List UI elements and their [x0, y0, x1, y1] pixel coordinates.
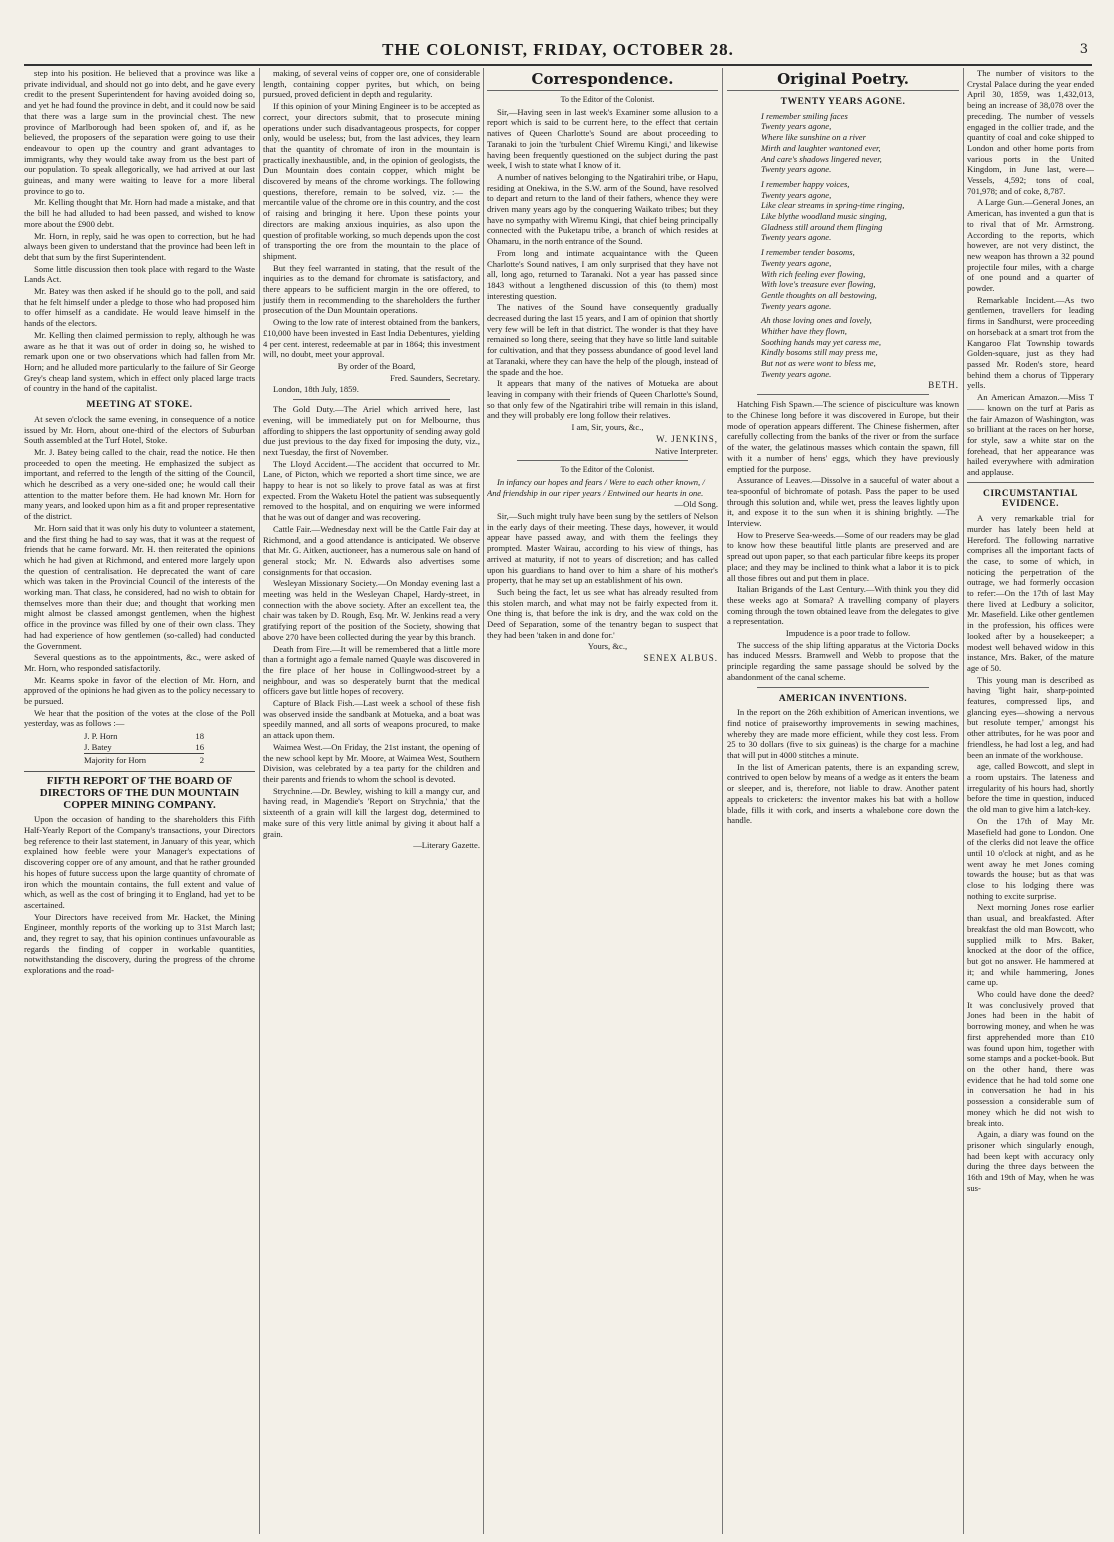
article-paragraph: This young man is described as having 'light hair, sharp-pointed features, compressed lips, and glancing eyes—showing a nervous but resolute temper,' amongst his other attributes, for he was poor and friendless, he had lost a leg, and had been an inmate of the workhouse.: [967, 674, 1094, 760]
divider: [757, 687, 929, 688]
article-paragraph: If this opinion of your Mining Engineer is to be accepted as correct, your directors submit, that to prosecute mining operations under such disadvantageous prospects, for copper only, would be useless; but, from the last advices, they learn that the quantity of chromate of iron in the mountain is practically inexhaustible, and, in the opinion of geologists, the Dun Mountain does contain copper, which might be discovered by means of the chrome workings. The following questions, therefore, remain to be solved, viz. :— the mercantile value of the chrome ore in this country, and the cost of raising and bringing it here. Upon these points your directors are making anxious inquiries, as also upon the question of profitable working, so much depends upon the cost of transporting the ore from the mountain to the place of shipment.: [263, 101, 480, 261]
news-item: An American Amazon.—Miss T—— known on the turf at Paris as the fair Amazon of Washington, was so brilliant at the races on her horse, for style, saw a white star on the forehead, that her appearance was hailed everywhere with admiration and applause.: [967, 392, 1094, 478]
votes-intro: We hear that the position of the votes at the close of the Poll yesterday, was as follows :—: [24, 707, 255, 729]
article-paragraph: Owing to the low rate of interest obtained from the bankers, £10,000 have been invested in East India Debentures, yielding 4 per cent. interest, redeemable at par in 1864; this investment will, no doubt, meet your approval.: [263, 317, 480, 360]
article-paragraph: Who could have done the deed? It was conclusively proved that Jones had been in the habit of borrowing money, and when he was first apprehended more than £10 was found upon him, together with some stamps and a pocket-book. But on the other hand, there was evidence that he had told some one in conversation he had in his possession a considerable sum of money which he did not wish to break into.: [967, 989, 1094, 1128]
poem-stanza: I remember tender bosoms, Twenty years agone, With rich feeling ever flowing, With love's treasure ever flowing, Gentle thoughts on all bestowing, Twenty years agone.: [761, 247, 877, 311]
article-paragraph: In the report on the 26th exhibition of American inventions, we find notice of praiseworthy improvements in sewing machines, whereby they are made more efficient, while they cost less. From 25 to 30 dollars (five to six guineas) is the charge for a machine that will put in 4000 stitches a minute.: [727, 707, 959, 761]
news-item: Waimea West.—On Friday, the 21st instant, the opening of the new school kept by Mr. Moore, at Waimea West, Southern Division, was celebrated by a tea party for the children and their parents and friends to whom the school is devoted.: [263, 741, 480, 784]
epigraph: In infancy our hopes and fears / Were to each other known, / And friendship in our riper years / Entwined our hearts in one.: [487, 476, 705, 498]
report-heading: FIFTH REPORT OF THE BOARD OF DIRECTORS OF THE DUN MOUNTAIN COPPER MINING COMPANY.: [24, 771, 255, 811]
column-4: [727, 68, 959, 1536]
article-paragraph: making, of several veins of copper ore, one of considerable length, containing copper pyrites, but which, on being pursued, proved deficient in depth and regularity.: [263, 68, 480, 100]
article-paragraph: On the 17th of May Mr. Masefield had gone to London. One of the clerks did not leave the office until 10 o'clock at night, and as he went away he met Jones coming towards the house; but as that was close to his lodging there was nothing to excite surprise.: [967, 815, 1094, 901]
column-rule: [722, 68, 723, 1534]
column-1: [24, 68, 255, 1536]
article-paragraph: At seven o'clock the same evening, in consequence of a notice issued by Mr. Horn, about one-third of the electors of Suburban South assembled at the Turf Hotel, Stoke.: [24, 413, 255, 446]
column-rule: [483, 68, 484, 1534]
article-paragraph: Your Directors have received from Mr. Hacket, the Mining Engineer, monthly reports of the working up to 31st March last; and, they regret to say, that his opinion continues unfavourable as regards the finding of copper in workable quantities, notwithstanding the discovery, during the progress of the chrome explorations and the road-: [24, 911, 255, 976]
sign-off: Yours, &c.,: [587, 641, 628, 652]
inventions-heading: AMERICAN INVENTIONS.: [778, 693, 908, 704]
news-item: Cattle Fair.—Wednesday next will be the Cattle Fair day at Richmond, and a good attendance is anticipated. We observe that Mr. G. Aitken, auctioneer, has a numerous sale on hand of general stock; Mr. N. Edwards also advertises some consignments for that occasion.: [263, 523, 480, 577]
news-source: —Literary Gazette.: [413, 840, 480, 851]
article-paragraph: Mr. Kelling thought that Mr. Horn had made a mistake, and that the bill he had alluded to had been passed, and wished to know more about the £900 debt.: [24, 197, 255, 229]
sign-off: I am, Sir, yours, &c.,: [571, 422, 644, 433]
news-item: Death from Fire.—It will be remembered that a little more than a fortnight ago a female named Quayle was discovered in the fire place of her house in Collingwood-street by a neighbour, and was so desperately burnt that the medical officers gave but little hopes of recovery.: [263, 643, 480, 697]
article-paragraph: Mr. Kelling then claimed permission to reply, although he was aware as he that it was out of order in doing so, he wished to remark upon one or two observations which had fallen from Mr. Horn; and he alluded more particularly to the failure of Sir George Grey's cheap land system, which in effect only placed large tracts of country in the hand of the capitalist.: [24, 329, 255, 394]
vote-row: J. P. Horn 18: [84, 731, 204, 742]
divider: [517, 460, 688, 461]
letter-paragraph: Such being the fact, let us see what has already resulted from this stolen march, and what may not be fairly expected from it. One thing is, that before the ink is dry, and the wax cold on the Deed of Separation, some of the tenantry began to suspect that they had been 'taken in and done for.': [487, 586, 718, 640]
article-paragraph: A very remarkable trial for murder has lately been held at Hereford. The following narrative comprises all the important facts of the case, to some of which, in noticing the perpetration of the outrage, we had formerly occasion to refer:—On the 17th of last May there lived at Ledbury a solicitor, Mr. Masefield. Like other gentlemen in the profession, his offices were looked after by a housekeeper; a modest well behaved widow in this instance, Mrs. Baker, of the mature age of 50.: [967, 513, 1094, 673]
page-number: 3: [1079, 42, 1088, 57]
signature: W. JENKINS,: [656, 433, 718, 444]
column-2: [263, 68, 480, 1536]
article-paragraph: Mr. Batey was then asked if he should go to the poll, and said that he felt himself under a pledge to those who had proposed him to offer himself as a candidate. He would leave himself in the hands of the electors.: [24, 286, 255, 329]
poem-stanza: Ah those loving ones and lovely, Whither have they flown, Soothing hands may yet caress me, Kindly bosoms still may press me, But not as were wont to bless me, Twenty years agone.: [761, 315, 881, 379]
epigraph-source: —Old Song.: [674, 499, 718, 510]
news-item: Italian Brigands of the Last Century.—With think you they did these weeks ago at Somara? A travelling company of players coming through the town obtained leave from the delegates to give a representation.: [727, 584, 959, 627]
majority-row: Majority for Horn 2: [84, 754, 204, 765]
signature: SENEX ALBUS.: [643, 653, 718, 664]
article-paragraph: Mr. Horn said that it was only his duty to volunteer a statement, and the first thing he had to say was, that it was at the request of friends that he came forward. Mr. H. then reiterated the opinions which he had given at Richmond, and entered more largely upon the question of centralisation. He deprecated the want of care which was taken in the Provincial Council of the interests of the working man. That class, he considered, had no wish to obtain for themselves more than their due; and thought that working men might almost be classed amongst gentlemen, when the highest office in the province was filled by one of their own class. They had had experience of how gentlemen (so-called) had conducted the Government.: [24, 522, 255, 651]
report-date: London, 18th July, 1859.: [273, 384, 359, 395]
masthead: [24, 40, 1092, 66]
poem-stanza: I remember smiling faces Twenty years agone, Where like sunshine on a river Mirth and laughter wantoned ever, And care's shadows lingered never, Twenty years agone.: [761, 110, 882, 175]
news-item: Strychnine.—Dr. Bewley, wishing to kill a mangy cur, and having read, in Magendie's 'Report on Strychnia,' that the sixteenth of a grain will kill the largest dog, determined to make sure of this very little animal by giving it about half a grain.: [263, 785, 480, 839]
divider: [293, 399, 450, 400]
meeting-heading: MEETING AT STOKE.: [86, 400, 193, 411]
report-order: By order of the Board,: [337, 360, 416, 371]
news-item: Hatching Fish Spawn.—The science of pisciculture was known to the Chinese long before it was discovered in Europe, but their mode of operation appears different. The Chinese fishermen, after carefully collecting from the banks of the river or from the surface of the water, the gelatinous masses which contain the spawn, fill with it a number of hens' eggs, which they have previously emptied for the purpose.: [727, 399, 959, 474]
article-paragraph: Mr. Kearns spoke in favor of the election of Mr. Horn, and approved of the opinions he had given as to the policy necessary to be pursued.: [24, 674, 255, 707]
report-secretary: Fred. Saunders, Secretary.: [390, 372, 480, 383]
article-paragraph: Some little discussion then took place with regard to the Waste Lands Act.: [24, 263, 255, 285]
article-paragraph: In the list of American patents, there is an expanding screw, contrived to open below by means of a wedge as it enters the beam or sleeper, and is, therefore, not liable to draw. Another patent appeals to cricketers: the inventor makes his bat with a hollow blade, fills it with cork, and inserts a whalebone core down the handle.: [727, 761, 959, 826]
to-editor: To the Editor of the Colonist.: [560, 465, 655, 475]
letter-paragraph: From long and intimate acquaintance with the Queen Charlotte's Sound natives, I am only surprised that they have not all, long ago, returned to Taranaki. Not a year has passed since 1843 without a lengthened discussion of this (to them) most interesting question.: [487, 247, 718, 301]
letter-paragraph: Sir,—Having seen in last week's Examiner some allusion to a report which is said to be current here, to the effect that certain natives of Queen Charlotte's Sound are about proceeding to Taranaki to join the 'turbulent Chief Wiremu Kingi,' and likewise having been frequently questioned on the subject during the past week, I wish to state what I know of it.: [487, 106, 718, 171]
signature-role: Native Interpreter.: [655, 445, 718, 456]
vote-row: J. Batey 16: [84, 741, 204, 752]
article-paragraph: Again, a diary was found on the prisoner which singularly enough, had been kept with accuracy only during the three days between the 16th and 19th of May, when he was sus-: [967, 1129, 1094, 1193]
article-paragraph: Mr. J. Batey being called to the chair, read the notice. He then proceeded to open the meeting. He emphasized the subject as important, and referred to the length of the sitting of the Council, which he described as a very one-sided one; he would call their attention to the matter before them. He had known Mr. Horn for many years, and looked upon him as a fit and proper representative of the district.: [24, 446, 255, 522]
article-paragraph: Upon the occasion of handing to the shareholders this Fifth Half-Yearly Report of the Company's transactions, your Directors beg reference to their last statement, in January of this year, which explained how feeble were your Manager's expectations of discovering copper ore of any amount, and that he rather grounded his hopes of future success upon the large quantity of chromate of iron which the mountain contains, the full extent and value of which, as well as the cost of bringing it to England, had yet to be ascertained.: [24, 814, 255, 910]
news-item: Remarkable Incident.—As two gentlemen, travellers for leading firms in Sandhurst, were proceeding on horseback at a smart trot from the Kangaroo Flat Township towards Golden-square, just as they had passed Mr. Roden's store, heard behind them a chorus of Tipperary yells.: [967, 294, 1094, 391]
letter-paragraph: Sir,—Such might truly have been sung by the settlers of Nelson in the early days of their meeting. These days, however, it would appear have passed away, and with them the feelings they prompted. Master Wairau, according to his view of things, has arrived at maturity, if not to years of discretion; and has called upon his guardians to hand over to him a share of his mother's property, that he may set up an establishment of his own.: [487, 511, 718, 586]
news-item: The number of visitors to the Crystal Palace during the year ended April 30, 1859, was 1,432,013, being an increase of 38,078 over the preceding. The number of vessels engaged in the collier trade, and the quantity of coal and coke shipped to London and other home ports from various ports in the United Kingdom, in June last, were—Vessels, 4,592; tons of coal, 701,978; and of coke, 8,787.: [967, 68, 1094, 196]
article-paragraph: Next morning Jones rose earlier than usual, and breakfasted. After breakfast the old man Bowcott, who supplied milk to Mrs. Baker, knocked at the door of the office, but got no answer. He hammered at it; and while hammering, Jones came up.: [967, 902, 1094, 988]
article-paragraph: Mr. Horn, in reply, said he was open to correction, but he had always been given to understand that the province had been left in debt that sum by the first Superintendent.: [24, 230, 255, 262]
poetry-heading: Original Poetry.: [727, 70, 959, 91]
news-item: A Large Gun.—General Jones, an American, has invented a gun that is to rival that of Mr. Armstrong. According to the reports, which however, are not very distinct, the new weapon has thrown a 32 pound projectile four miles, with a charge of one pound and a quarter of powder.: [967, 197, 1094, 294]
column-rule: [259, 68, 260, 1534]
poem-title: TWENTY YEARS AGONE.: [780, 97, 906, 107]
divider: [967, 482, 1094, 483]
news-item: Wesleyan Missionary Society.—On Monday evening last a meeting was held in the Wesleyan Chapel, Hardy-street, in connection with the above society. After an excellent tea, the chair was taken by D. Rough, Esq. Mr. W. Jenkins read a very gratifying report of the position of the Society, showing that above 270 have been collected during the year by this branch.: [263, 578, 480, 642]
column-5: [967, 68, 1094, 1536]
article-paragraph: But they feel warranted in stating, that the result of the inquiries as to the demand for chromate is satisfactory, and there appears to be sufficient margin in the ore offered, to justify them in recommending to the shareholders the further prosecution of the Dun Mountain operations.: [263, 262, 480, 316]
news-item: The Lloyd Accident.—The accident that occurred to Mr. Lane, of Picton, which we reported a short time since, we are happy to hear is not so likely to prove fatal as was at first expected. From the Waketu Hotel the patient was subsequently removed to the hospital, and on enquiring we were informed that he was out of danger and was recovering.: [263, 458, 480, 523]
masthead-title: THE COLONIST, FRIDAY, OCTOBER 28.: [382, 40, 734, 59]
news-item: The Gold Duty.—The Ariel which arrived here, last evening, will be immediately put on for Melbourne, thus affording to shippers the last opportunity of sending away gold due just previous to the day fixed for imposing the duty, viz., next Tuesday, the first of November.: [263, 404, 480, 457]
votes-table: [84, 731, 255, 765]
news-item: How to Preserve Sea-weeds.—Some of our readers may be glad to know how these beautiful little plants are preserved and are spread out upon paper, so that each particular fibre keeps its proper place; and they may be inclined to think what a labor it is to pick all those fibres out and put them in place.: [727, 529, 959, 583]
circumstantial-heading: CIRCUMSTANTIAL EVIDENCE.: [983, 488, 1078, 510]
news-item: Capture of Black Fish.—Last week a school of these fish was observed inside the sandbank at Motueka, and a boat was speedily manned, and all sorts of weapons procured, to make an attack upon them.: [263, 698, 480, 741]
poem-stanza: I remember happy voices, Twenty years agone, Like clear streams in spring-time ringing, Like blythe woodland music singing, Gladness still around them flinging Twenty years agone.: [761, 178, 905, 243]
news-item: Assurance of Leaves.—Dissolve in a sauceful of water about a tea-spoonful of bichromate of potash. Pass the paper to be used through this solution and, while wet, press the leaves lightly upon it, and expose it to the sun when it is shining brightly. —The Interview.: [727, 475, 959, 529]
letter-paragraph: It appears that many of the natives of Motueka are about leaving in company with their friends of Queen Charlotte's Sound, so that only few of the Ngatirahiri tribe will remain in this island, and they will probably ere long follow their relatives.: [487, 378, 718, 421]
news-item: The success of the ship lifting apparatus at the Victoria Docks has induced Messrs. Bramwell and Webb to propose that the principle regarding the same passage should be solved by the abandonment of the canal scheme.: [727, 639, 959, 682]
article-paragraph: step into his position. He believed that a province was like a private individual, and should not go into debt, and he gave every credit to the present Superintendent for having avoided doing so, and yet he had found the province in debt, and it could now be said that there was a large sum in the provincial chest. The new province of Marlborough had been spoken of, and if, as he believed, the proposers of the separation were going to use their endeavour to open up the country and grant advantages to immigrants, why they would take away from us the best part of our population. To speak allegorically, we had arrived at our last guineas, and many were waiting to leave for a more liberal province to go to.: [24, 68, 255, 196]
poem-signature: BETH.: [928, 379, 959, 390]
divider: [757, 394, 929, 395]
to-editor: To the Editor of the Colonist.: [560, 95, 655, 104]
article-paragraph: Several questions as to the appointments, &c., were asked of Mr. Horn, who responded satisfactorily.: [24, 652, 255, 673]
column-rule: [963, 68, 964, 1534]
column-3: [487, 68, 718, 1536]
correspondence-heading: Correspondence.: [487, 70, 718, 91]
letter-paragraph: The natives of the Sound have consequently gradually decreased during the last 15 years, and I am of opinion that shortly very few will be left in that district. The wonder is that they have remained so long there, seeing that they have so little land suitable for cultivation, and that they possess abundance of good level land at Taranaki, where they can have the help of the plough, instead of the spade and the hoe.: [487, 302, 718, 377]
letter-paragraph: A number of natives belonging to the Ngatirahiri tribe, or Hapu, residing at Onekiwa, in the S.W. arm of the Sound, have resolved to depart and return to the land of their fathers, whence they were driven many years ago by the conquering Waikato tribes; but they have no sympathy with Wiremu Kingi, that chief being principally connected with the Puketapu tribe, a branch of which resides at Ohamaru, in the north entrance of the Sound.: [487, 171, 718, 247]
news-item: Impudence is a poor trade to follow.: [785, 628, 911, 639]
article-paragraph: age, called Bowcott, and slept in a room upstairs. The lateness and irregularity of his hours had, shortly before the time in question, induced the old man to give him a latch-key.: [967, 761, 1094, 815]
